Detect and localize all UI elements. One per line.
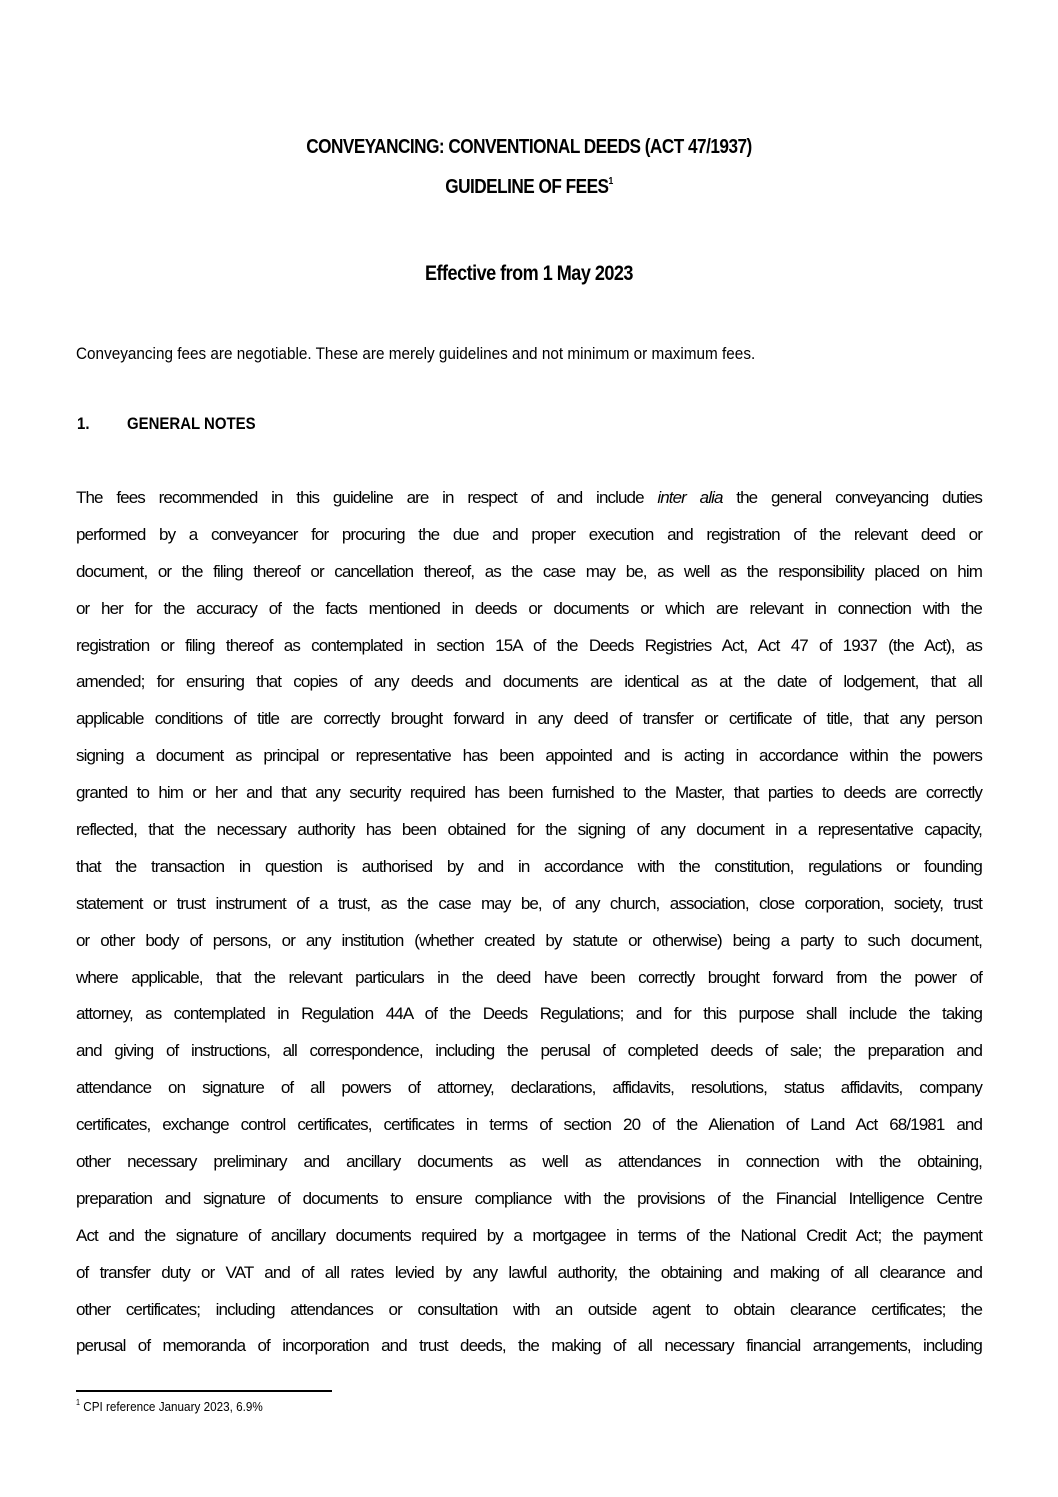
text-segment: other certificates; including attendances or consultation with an outside agent to obtain clearance certificates; the [76, 1299, 982, 1319]
footnote-divider [76, 1390, 332, 1392]
section-heading: GENERAL NOTES [127, 414, 256, 433]
text-line-content [76, 488, 982, 508]
text-line-content [76, 894, 982, 914]
footnote-marker: 1 [76, 1398, 81, 1407]
text-segment: The fees recommended in this guideline are in respect of and include [76, 488, 658, 507]
text-line-content [76, 857, 982, 877]
general-notes-paragraph [76, 488, 982, 1373]
text-line-content [76, 672, 982, 692]
text-line [76, 709, 982, 746]
text-line [76, 931, 982, 968]
text-line-content [76, 1263, 982, 1283]
text-line-content [76, 562, 982, 582]
text-segment: certificates, exchange control certificates, certificates in terms of section 20 of the Alienation of Land Act 68/1981 and [76, 1115, 982, 1135]
text-segment: that the transaction in question is authorised by and in accordance with the constitution, regulations or founding [76, 856, 982, 876]
text-line-content [76, 1152, 982, 1172]
section-number: 1. [77, 414, 90, 433]
text-line [76, 525, 982, 562]
text-line [76, 488, 982, 525]
subtitle-text: GUIDELINE OF FEES [445, 176, 609, 198]
text-segment: or other body of persons, or any institution (whether created by statute or otherwise) being a party to such document, [76, 930, 982, 950]
text-line-content [76, 1115, 982, 1135]
text-line [76, 1336, 982, 1373]
text-segment: other necessary preliminary and ancillary documents as well as attendances in connection with the obtaining, [76, 1152, 982, 1172]
text-line [76, 562, 982, 599]
text-segment: attorney, as contemplated in Regulation 44A of the Deeds Regulations; and for this purpose shall include the taking [76, 1004, 982, 1024]
text-line [76, 820, 982, 857]
italic-term: inter alia [657, 488, 723, 507]
footnote-reference[interactable]: 1 [608, 176, 613, 187]
intro-paragraph: Conveyancing fees are negotiable. These are merely guidelines and not minimum or maximum fees. [76, 344, 756, 363]
text-line [76, 636, 982, 673]
text-segment: or her for the accuracy of the facts mentioned in deeds or documents or which are relevant in connection with the [76, 598, 982, 618]
text-line [76, 1041, 982, 1078]
text-line [76, 894, 982, 931]
text-line [76, 783, 982, 820]
text-line-content [76, 783, 982, 803]
text-line-content [76, 1300, 982, 1320]
text-segment: signing a document as principal or representative has been appointed and is acting in accordance within the powers [76, 746, 982, 766]
text-line-content [76, 525, 982, 545]
text-segment: reflected, that the necessary authority has been obtained for the signing of any document in a representative capacity, [76, 820, 982, 840]
text-segment: where applicable, that the relevant particulars in the deed have been correctly brought forward from the power of [76, 967, 982, 987]
text-segment: performed by a conveyancer for procuring the due and proper execution and registration of the relevant deed or [76, 524, 982, 544]
document-subtitle [74, 176, 984, 199]
text-segment: applicable conditions of title are correctly brought forward in any deed of transfer or certificate of title, that any person [76, 709, 982, 729]
text-line [76, 1226, 982, 1263]
text-segment: granted to him or her and that any security required has been furnished to the Master, that parties to deeds are correctly [76, 783, 982, 803]
text-line-content [76, 1078, 982, 1098]
text-line-content [76, 1004, 982, 1024]
text-line [76, 1115, 982, 1152]
text-segment: preparation and signature of documents to ensure compliance with the provisions of the Financial Intelligence Centre [76, 1188, 982, 1208]
text-line-content [76, 820, 982, 840]
text-line-content [76, 1226, 982, 1246]
footnote-text: CPI reference January 2023, 6.9% [80, 1399, 263, 1414]
text-line [76, 1004, 982, 1041]
text-line [76, 1078, 982, 1115]
text-line-content [76, 931, 982, 951]
text-segment: amended; for ensuring that copies of any deeds and documents are identical as at the date of lodgement, that all [76, 672, 982, 692]
text-line [76, 746, 982, 783]
text-line-content [76, 1189, 982, 1209]
text-line [76, 1263, 982, 1300]
text-segment: Act and the signature of ancillary documents required by a mortgagee in terms of the National Credit Act; the payment [76, 1225, 982, 1245]
text-line-content [76, 1336, 982, 1356]
text-line-content [76, 746, 982, 766]
text-segment: the general conveyancing duties [722, 488, 982, 507]
text-segment: statement or trust instrument of a trust, as the case may be, of any church, association, close corporation, society, trust [76, 893, 982, 913]
text-segment: of transfer duty or VAT and of all rates levied by any lawful authority, the obtaining and making of all clearance and [76, 1262, 982, 1282]
text-line [76, 857, 982, 894]
text-segment: and giving of instructions, all correspondence, including the perusal of completed deeds of sale; the preparation and [76, 1041, 982, 1061]
text-line [76, 1189, 982, 1226]
footnote [76, 1399, 263, 1414]
document-title: CONVEYANCING: CONVENTIONAL DEEDS (ACT 47/1937) [306, 136, 752, 158]
text-line-content [76, 968, 982, 988]
text-line [76, 672, 982, 709]
text-segment: registration or filing thereof as contemplated in section 15A of the Deeds Registries Act, Act 47 of 1937 (the Act), as [76, 635, 982, 655]
text-line [76, 1300, 982, 1337]
text-line-content [76, 709, 982, 729]
text-segment: perusal of memoranda of incorporation and trust deeds, the making of all necessary financial arrangements, including [76, 1336, 982, 1356]
text-line-content [76, 1041, 982, 1061]
text-line [76, 968, 982, 1005]
text-line [76, 599, 982, 636]
text-segment: attendance on signature of all powers of attorney, declarations, affidavits, resolutions, status affidavits, company [76, 1078, 982, 1098]
effective-date: Effective from 1 May 2023 [425, 262, 633, 285]
text-line-content [76, 636, 982, 656]
text-line-content [76, 599, 982, 619]
text-segment: document, or the filing thereof or cancellation thereof, as the case may be, as well as the responsibility placed on him [76, 561, 982, 581]
text-line [76, 1152, 982, 1189]
